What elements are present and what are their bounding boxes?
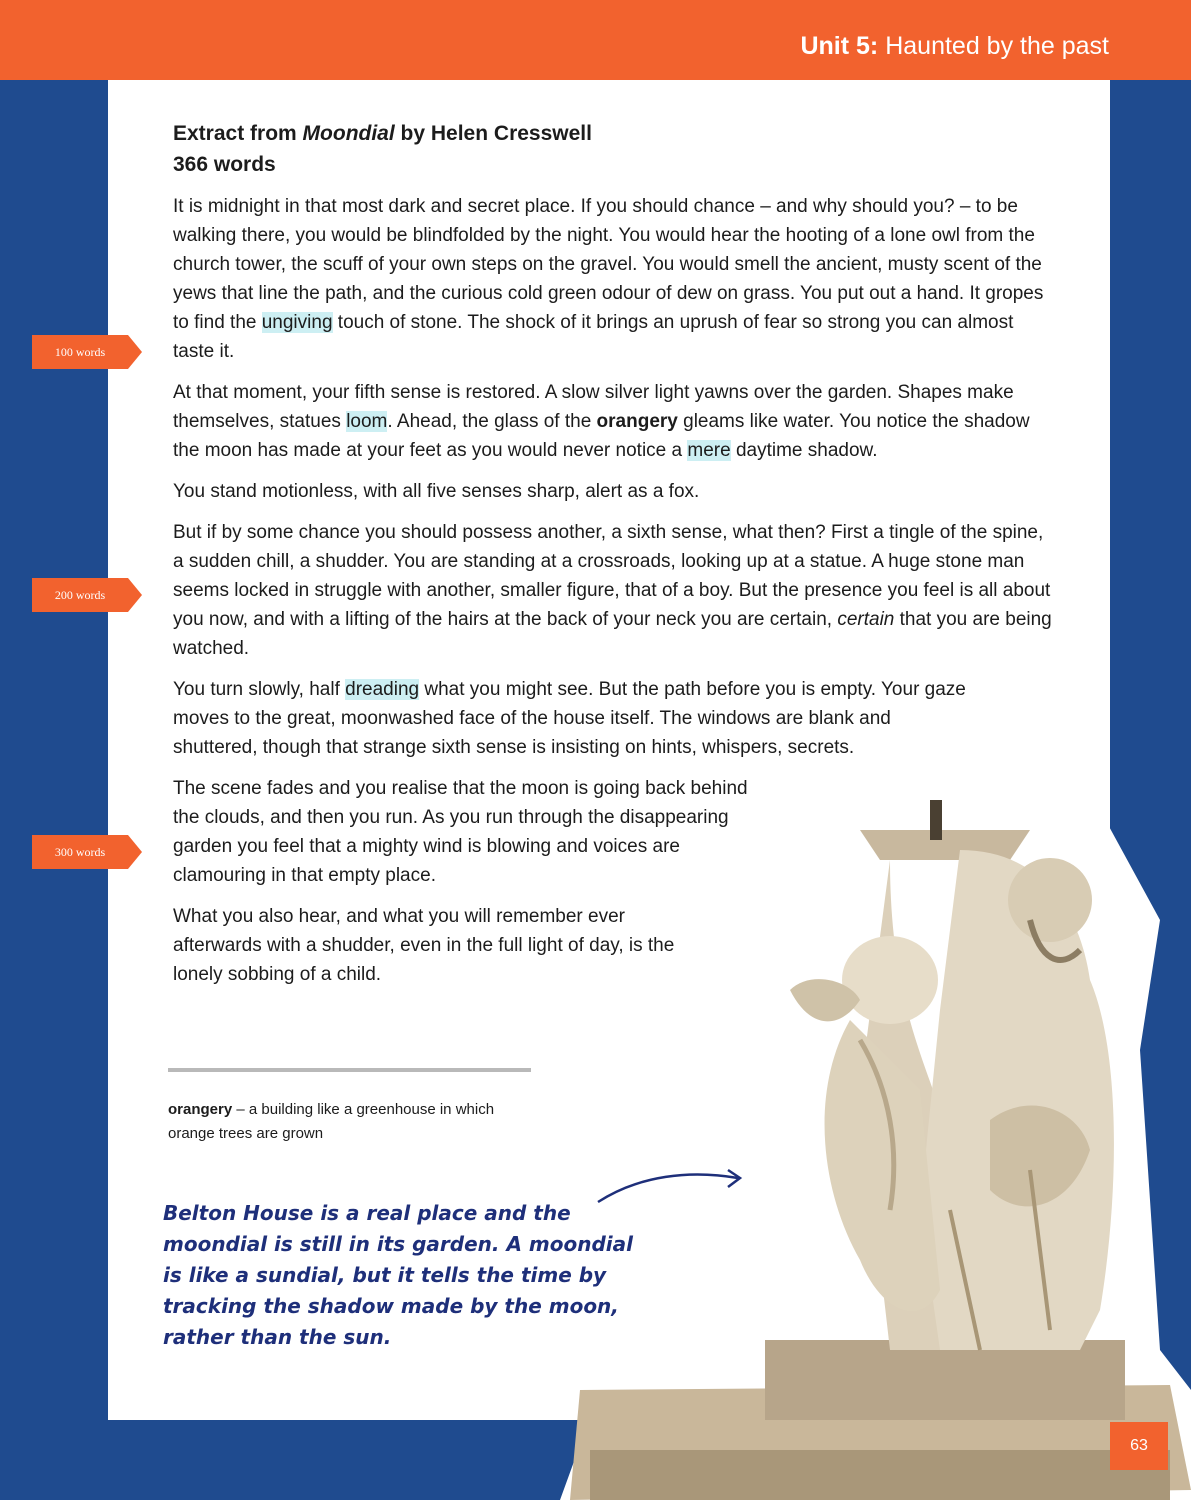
p2-text-c: gleams like water. You notice the shadow the moon has made at your feet as you would never notice a <box>173 411 1030 461</box>
extract-heading <box>173 118 1053 180</box>
p2-text-d: daytime shadow. <box>730 440 878 461</box>
paragraph-3: You stand motionless, with all five senses sharp, alert as a fox. <box>173 481 700 502</box>
margin-note: Belton House is a real place and the moondial is still in its garden. A moondial is like a sundial, but it tells the time by tracking the shadow made by the moon, rather than the sun. <box>163 1201 633 1349</box>
book-title: Moondial <box>302 122 395 145</box>
unit-name: Haunted by the past <box>885 32 1109 60</box>
paragraph-5 <box>173 675 973 762</box>
paragraph-2 <box>173 378 1053 465</box>
highlight-dreading: dreading <box>345 679 420 700</box>
paragraph-1 <box>173 192 1053 366</box>
header-bar <box>0 0 1191 80</box>
word-count: 366 words <box>173 153 276 176</box>
glossary-definition: – a building like a greenhouse in which orange trees are grown <box>168 1101 495 1142</box>
word-marker-100: 100 words <box>32 335 128 369</box>
highlight-mere: mere <box>687 440 731 461</box>
word-marker-200: 200 words <box>32 578 128 612</box>
p2-text-a: At that moment, your fifth sense is restored. A slow silver light yawns over the garden. Shapes make themselves, statues <box>173 382 1014 432</box>
unit-label: Unit 5: <box>800 32 879 60</box>
p2-text-b: . Ahead, the glass of the <box>387 411 597 432</box>
glossary <box>168 1098 518 1146</box>
paragraph-7: What you also hear, and what you will remember ever afterwards with a shudder, even in the full light of day, is the lonely sobbing of a child. <box>173 906 675 985</box>
title-prefix: Extract from <box>173 122 303 145</box>
highlight-ungiving: ungiving <box>261 312 333 333</box>
glossary-word-orangery: orangery <box>596 411 678 432</box>
glossary-term: orangery <box>168 1101 233 1118</box>
paragraph-4 <box>173 518 1053 663</box>
paragraph-6: The scene fades and you realise that the moon is going back behind the clouds, and then you run. As you run through the disappearing garden you feel that a mighty wind is blowing and voices are clamouring in that empty place. <box>173 778 748 886</box>
word-marker-300: 300 words <box>32 835 128 869</box>
glossary-divider <box>168 1068 531 1072</box>
p4-text-b: that you are being watched. <box>173 609 1052 659</box>
p1-text-a: It is midnight in that most dark and secret place. If you should chance – and why should you? – to be walking there, you would be blindfolded by the night. You would hear the hooting of a lone owl from the church tower, the scuff of your own steps on the gravel. You would smell the ancient, musty scent of the yews that line the path, and the curious cold green odour of dew on grass. You put out a hand. It gropes to find the <box>173 196 1044 333</box>
title-suffix: by Helen Cresswell <box>394 122 592 145</box>
statue-image <box>560 790 1191 1500</box>
p4-text-a: But if by some chance you should possess another, a sixth sense, what then? First a tingle of the spine, a sudden chill, a shudder. You are standing at a crossroads, looking up at a statue. A huge stone man seems locked in struggle with another, smaller figure, that of a boy. But the presence you feel is all about you now, and with a lifting of the hairs at the back of your neck you are certain, <box>173 522 1051 630</box>
page-number: 63 <box>1110 1422 1168 1470</box>
p5-text-b: what you might see. But the path before you is empty. Your gaze moves to the great, moonwashed face of the house itself. The windows are blank and shuttered, though that strange sixth sense is insisting on hints, whispers, secrets. <box>173 679 966 758</box>
highlight-loom: loom <box>346 411 388 432</box>
emphasis-certain: certain <box>837 609 895 630</box>
unit-title <box>800 32 1109 61</box>
p1-text-b: touch of stone. The shock of it brings an uprush of fear so strong you can almost taste it. <box>173 312 1014 362</box>
p5-text-a: You turn slowly, half <box>173 679 346 700</box>
